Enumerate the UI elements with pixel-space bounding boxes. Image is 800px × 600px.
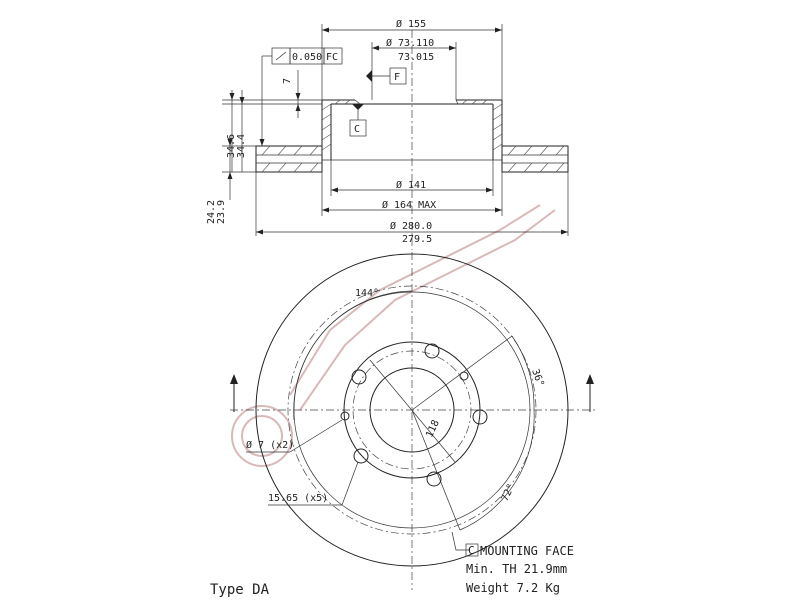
datum-f: F	[394, 72, 401, 83]
dim-thick-min: 23.9	[216, 199, 227, 224]
mounting-face: MOUNTING FACE	[480, 544, 574, 558]
dim-small: 7	[282, 77, 293, 84]
mounting-key: C	[468, 544, 475, 557]
notes-block	[210, 544, 574, 598]
tolerance-ref: FC	[326, 52, 339, 63]
angle-right: 36°	[529, 367, 546, 389]
dim-disc-min: 279.5	[402, 234, 433, 245]
datum-c: C	[354, 124, 361, 135]
type-label: Type DA	[210, 582, 270, 598]
pcd: 118	[424, 418, 442, 440]
weight: Weight 7.2 Kg	[466, 581, 560, 595]
tolerance-value: 0.050	[292, 52, 323, 63]
angle-top: 144°	[355, 288, 380, 299]
dim-hat-max: 34.6	[226, 133, 237, 158]
angle-bottom: 72°	[499, 482, 518, 504]
watermark-logo	[232, 205, 555, 466]
dim-bore-max: Ø 73.110	[386, 38, 435, 49]
dim-outer-top: Ø 155	[396, 19, 427, 30]
dim-disc-max: Ø 280.0	[390, 221, 433, 232]
dim-bore-min: 73.015	[398, 52, 435, 63]
hole-large: 15.65 (x5)	[268, 493, 329, 504]
min-th: Min. TH 21.9mm	[466, 562, 568, 576]
hole-small: Ø 7 (x2)	[246, 440, 295, 451]
small-holes	[341, 372, 468, 420]
front-view	[230, 252, 598, 590]
dim-inner: Ø 141	[396, 180, 427, 191]
section-view	[206, 18, 568, 250]
dim-hat-max-dia: Ø 164 MAX	[382, 200, 437, 211]
dim-thick-max: 24.2	[206, 199, 217, 224]
dim-hat-min: 34.4	[236, 133, 247, 158]
